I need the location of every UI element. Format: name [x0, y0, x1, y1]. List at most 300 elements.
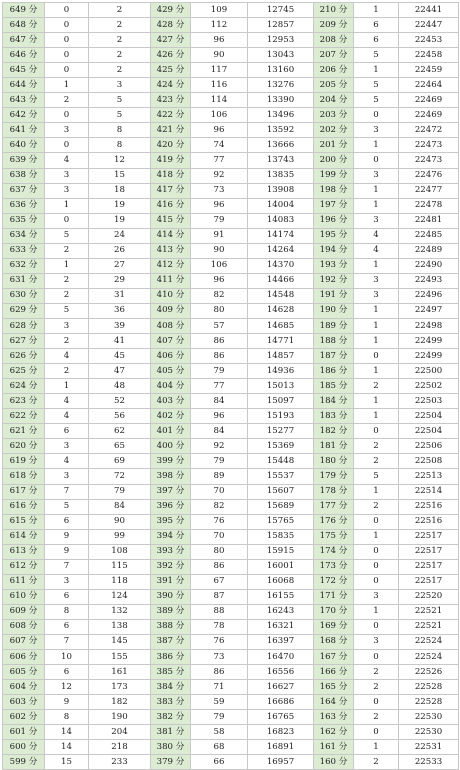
cumulative-cell: 22447 [399, 18, 459, 33]
score-unit: 分 [28, 741, 38, 752]
table-row [3, 303, 459, 318]
cumulative-cell: 31 [89, 288, 151, 303]
score-unit: 分 [338, 651, 348, 662]
count-cell: 70 [191, 529, 248, 544]
score-value: 603 [9, 696, 27, 707]
score-value: 380 [156, 741, 174, 752]
score-cell [314, 33, 354, 48]
count-cell: 0 [354, 559, 399, 574]
score-unit: 分 [338, 395, 348, 406]
score-cell [3, 63, 45, 78]
score-value: 413 [156, 245, 174, 256]
count-cell: 0 [354, 695, 399, 710]
score-value: 609 [9, 606, 27, 617]
count-cell: 4 [45, 153, 89, 168]
score-unit: 分 [28, 34, 38, 45]
cumulative-cell: 16001 [248, 559, 314, 574]
cumulative-cell: 13043 [248, 48, 314, 63]
cumulative-cell: 16556 [248, 665, 314, 680]
score-unit: 分 [338, 531, 348, 542]
score-cell [314, 604, 354, 619]
score-unit: 分 [175, 531, 185, 542]
score-cell [151, 424, 191, 439]
score-unit: 分 [175, 245, 185, 256]
score-unit: 分 [175, 756, 185, 767]
score-value: 400 [156, 440, 174, 451]
score-unit: 分 [28, 215, 38, 226]
score-value: 206 [319, 64, 337, 75]
cumulative-cell: 22526 [399, 665, 459, 680]
score-unit: 分 [175, 139, 185, 150]
score-unit: 分 [175, 185, 185, 196]
cumulative-cell: 27 [89, 258, 151, 273]
score-unit: 分 [338, 636, 348, 647]
score-unit: 分 [28, 275, 38, 286]
score-cell [151, 725, 191, 740]
cumulative-cell: 22473 [399, 138, 459, 153]
score-cell [151, 33, 191, 48]
score-value: 163 [319, 711, 337, 722]
score-unit: 分 [338, 696, 348, 707]
score-value: 391 [156, 576, 174, 587]
score-value: 424 [156, 79, 174, 90]
score-value: 625 [9, 365, 27, 376]
score-unit: 分 [338, 546, 348, 557]
score-value: 188 [319, 335, 337, 346]
table-row [3, 318, 459, 333]
count-cell: 116 [191, 78, 248, 93]
score-unit: 分 [28, 546, 38, 557]
cumulative-cell: 16686 [248, 695, 314, 710]
score-value: 612 [9, 561, 27, 572]
cumulative-cell: 22489 [399, 243, 459, 258]
count-cell: 2 [354, 439, 399, 454]
score-value: 419 [156, 154, 174, 165]
score-unit: 分 [175, 230, 185, 241]
score-unit: 分 [28, 94, 38, 105]
count-cell: 88 [191, 604, 248, 619]
score-value: 389 [156, 606, 174, 617]
cumulative-cell: 13160 [248, 63, 314, 78]
score-unit: 分 [28, 124, 38, 135]
cumulative-cell: 22508 [399, 454, 459, 469]
score-value: 643 [9, 94, 27, 105]
score-unit: 分 [338, 486, 348, 497]
cumulative-cell: 2 [89, 18, 151, 33]
score-cell [3, 589, 45, 604]
count-cell: 86 [191, 334, 248, 349]
cumulative-cell: 15835 [248, 529, 314, 544]
score-unit: 分 [338, 606, 348, 617]
table-row [3, 424, 459, 439]
score-cell [151, 409, 191, 424]
score-cell [151, 18, 191, 33]
score-value: 605 [9, 666, 27, 677]
score-value: 388 [156, 621, 174, 632]
count-cell: 0 [354, 619, 399, 634]
score-value: 415 [156, 215, 174, 226]
score-cell [314, 63, 354, 78]
count-cell: 57 [191, 318, 248, 333]
count-cell: 1 [354, 198, 399, 213]
score-cell [314, 198, 354, 213]
score-unit: 分 [175, 335, 185, 346]
cumulative-cell: 22469 [399, 108, 459, 123]
score-cell [151, 499, 191, 514]
score-unit: 分 [338, 455, 348, 466]
score-value: 170 [319, 606, 337, 617]
count-cell: 74 [191, 138, 248, 153]
score-cell [314, 168, 354, 183]
score-unit: 分 [175, 109, 185, 120]
score-unit: 分 [175, 305, 185, 316]
score-cell [151, 258, 191, 273]
cumulative-cell: 56 [89, 409, 151, 424]
cumulative-cell: 22441 [399, 3, 459, 18]
score-cell [314, 650, 354, 665]
score-value: 398 [156, 470, 174, 481]
score-cell [314, 138, 354, 153]
cumulative-cell: 16627 [248, 680, 314, 695]
count-cell: 0 [354, 650, 399, 665]
score-value: 633 [9, 245, 27, 256]
count-cell: 1 [45, 198, 89, 213]
score-cell [314, 740, 354, 755]
cumulative-cell: 22514 [399, 484, 459, 499]
count-cell: 3 [45, 183, 89, 198]
score-unit: 分 [338, 34, 348, 45]
score-value: 611 [9, 576, 27, 587]
score-unit: 分 [175, 576, 185, 587]
score-cell [3, 78, 45, 93]
score-cell [3, 153, 45, 168]
score-value: 624 [9, 380, 27, 391]
count-cell: 0 [354, 349, 399, 364]
table-body [3, 3, 459, 770]
score-cell [3, 725, 45, 740]
cumulative-cell: 15097 [248, 394, 314, 409]
score-value: 179 [319, 470, 337, 481]
cumulative-cell: 3 [89, 78, 151, 93]
cumulative-cell: 14936 [248, 364, 314, 379]
score-unit: 分 [175, 741, 185, 752]
score-cell [3, 409, 45, 424]
score-cell [3, 740, 45, 755]
score-cell [151, 108, 191, 123]
score-unit: 分 [338, 741, 348, 752]
score-cell [314, 183, 354, 198]
table-row [3, 650, 459, 665]
table-row [3, 755, 459, 770]
cumulative-cell: 13743 [248, 153, 314, 168]
count-cell: 0 [45, 48, 89, 63]
count-cell: 3 [45, 318, 89, 333]
score-unit: 分 [175, 425, 185, 436]
cumulative-cell: 13666 [248, 138, 314, 153]
score-unit: 分 [338, 290, 348, 301]
score-unit: 分 [338, 711, 348, 722]
score-cell [314, 725, 354, 740]
score-unit: 分 [28, 19, 38, 30]
cumulative-cell: 13908 [248, 183, 314, 198]
score-cell [3, 93, 45, 108]
score-unit: 分 [175, 64, 185, 75]
score-value: 648 [9, 19, 27, 30]
score-value: 636 [9, 200, 27, 211]
score-unit: 分 [175, 215, 185, 226]
count-cell: 1 [45, 379, 89, 394]
score-value: 639 [9, 154, 27, 165]
score-unit: 分 [175, 380, 185, 391]
count-cell: 6 [45, 424, 89, 439]
cumulative-cell: 18 [89, 183, 151, 198]
count-cell: 6 [45, 589, 89, 604]
score-unit: 分 [338, 681, 348, 692]
score-value: 618 [9, 470, 27, 481]
score-value: 173 [319, 561, 337, 572]
table-row [3, 469, 459, 484]
count-cell: 84 [191, 424, 248, 439]
count-cell: 14 [45, 740, 89, 755]
count-cell: 2 [354, 710, 399, 725]
cumulative-cell: 84 [89, 499, 151, 514]
score-value: 604 [9, 681, 27, 692]
score-value: 390 [156, 591, 174, 602]
cumulative-cell: 132 [89, 604, 151, 619]
count-cell: 90 [191, 243, 248, 258]
score-value: 629 [9, 305, 27, 316]
count-cell: 0 [45, 18, 89, 33]
cumulative-cell: 22497 [399, 303, 459, 318]
score-value: 420 [156, 139, 174, 150]
count-cell: 3 [45, 168, 89, 183]
count-cell: 73 [191, 650, 248, 665]
score-cell [314, 544, 354, 559]
count-cell: 6 [45, 514, 89, 529]
score-unit: 分 [28, 455, 38, 466]
score-cell [3, 108, 45, 123]
score-unit: 分 [338, 380, 348, 391]
count-cell: 1 [45, 78, 89, 93]
cumulative-cell: 16068 [248, 574, 314, 589]
count-cell: 3 [354, 123, 399, 138]
score-value: 427 [156, 34, 174, 45]
score-unit: 分 [338, 94, 348, 105]
score-value: 429 [156, 4, 174, 15]
table-row [3, 3, 459, 18]
score-cell [3, 183, 45, 198]
score-cell [314, 755, 354, 770]
cumulative-cell: 62 [89, 424, 151, 439]
score-cell [3, 48, 45, 63]
score-unit: 分 [338, 260, 348, 271]
score-cell [151, 198, 191, 213]
score-unit: 分 [28, 350, 38, 361]
count-cell: 5 [354, 93, 399, 108]
score-unit: 分 [28, 395, 38, 406]
score-unit: 分 [338, 19, 348, 30]
score-cell [3, 243, 45, 258]
score-unit: 分 [28, 170, 38, 181]
score-cell [314, 93, 354, 108]
score-value: 167 [319, 651, 337, 662]
count-cell: 68 [191, 740, 248, 755]
cumulative-cell: 26 [89, 243, 151, 258]
score-value: 632 [9, 260, 27, 271]
score-value: 172 [319, 576, 337, 587]
score-value: 404 [156, 380, 174, 391]
cumulative-cell: 8 [89, 123, 151, 138]
score-unit: 分 [175, 455, 185, 466]
count-cell: 0 [354, 725, 399, 740]
count-cell: 0 [45, 3, 89, 18]
count-cell: 96 [191, 33, 248, 48]
score-cell [3, 454, 45, 469]
score-value: 426 [156, 49, 174, 60]
score-cell [151, 680, 191, 695]
score-cell [3, 33, 45, 48]
score-unit: 分 [175, 516, 185, 527]
cumulative-cell: 138 [89, 619, 151, 634]
cumulative-cell: 22521 [399, 619, 459, 634]
count-cell: 1 [354, 258, 399, 273]
score-cell [151, 288, 191, 303]
cumulative-cell: 22477 [399, 183, 459, 198]
count-cell: 70 [191, 484, 248, 499]
table-row [3, 574, 459, 589]
count-cell: 96 [191, 123, 248, 138]
table-row [3, 63, 459, 78]
score-value: 161 [319, 741, 337, 752]
count-cell: 2 [354, 665, 399, 680]
count-cell: 109 [191, 3, 248, 18]
count-cell: 79 [191, 213, 248, 228]
cumulative-cell: 22458 [399, 48, 459, 63]
score-value: 202 [319, 124, 337, 135]
score-unit: 分 [338, 726, 348, 737]
count-cell: 76 [191, 514, 248, 529]
count-cell: 1 [354, 394, 399, 409]
cumulative-cell: 13592 [248, 123, 314, 138]
score-value: 192 [319, 275, 337, 286]
count-cell: 3 [45, 123, 89, 138]
score-unit: 分 [28, 154, 38, 165]
table-row [3, 559, 459, 574]
score-value: 185 [319, 380, 337, 391]
count-cell: 0 [354, 574, 399, 589]
score-unit: 分 [338, 200, 348, 211]
count-cell: 5 [45, 228, 89, 243]
score-value: 600 [9, 741, 27, 752]
cumulative-cell: 22530 [399, 725, 459, 740]
table-row [3, 48, 459, 63]
table-row [3, 93, 459, 108]
score-value: 166 [319, 666, 337, 677]
score-cell [314, 213, 354, 228]
score-cell [314, 349, 354, 364]
count-cell: 4 [45, 454, 89, 469]
score-value: 414 [156, 230, 174, 241]
count-cell: 86 [191, 665, 248, 680]
score-unit: 分 [175, 636, 185, 647]
table-row [3, 619, 459, 634]
count-cell: 0 [45, 63, 89, 78]
score-cell [314, 243, 354, 258]
cumulative-cell: 22516 [399, 514, 459, 529]
score-unit: 分 [28, 440, 38, 451]
count-cell: 9 [45, 695, 89, 710]
cumulative-cell: 39 [89, 318, 151, 333]
count-cell: 3 [354, 634, 399, 649]
count-cell: 79 [191, 454, 248, 469]
score-cell [151, 755, 191, 770]
score-unit: 分 [338, 320, 348, 331]
score-cell [314, 589, 354, 604]
cumulative-cell: 22531 [399, 740, 459, 755]
cumulative-cell: 108 [89, 544, 151, 559]
count-cell: 0 [45, 108, 89, 123]
count-cell: 77 [191, 153, 248, 168]
count-cell: 0 [354, 108, 399, 123]
score-value: 169 [319, 621, 337, 632]
score-cell [314, 499, 354, 514]
table-row [3, 18, 459, 33]
cumulative-cell: 2 [89, 48, 151, 63]
score-value: 200 [319, 154, 337, 165]
score-unit: 分 [338, 305, 348, 316]
score-value: 203 [319, 109, 337, 120]
cumulative-cell: 22517 [399, 574, 459, 589]
score-unit: 分 [28, 606, 38, 617]
cumulative-cell: 22469 [399, 93, 459, 108]
count-cell: 66 [191, 755, 248, 770]
count-cell: 3 [354, 273, 399, 288]
cumulative-cell: 22499 [399, 334, 459, 349]
score-cell [151, 349, 191, 364]
cumulative-cell: 118 [89, 574, 151, 589]
table-row [3, 695, 459, 710]
score-value: 382 [156, 711, 174, 722]
score-value: 162 [319, 726, 337, 737]
cumulative-cell: 22517 [399, 544, 459, 559]
score-cell [151, 153, 191, 168]
score-value: 386 [156, 651, 174, 662]
count-cell: 5 [354, 78, 399, 93]
score-value: 417 [156, 185, 174, 196]
cumulative-cell: 22524 [399, 650, 459, 665]
score-unit: 分 [175, 726, 185, 737]
score-cell [151, 484, 191, 499]
score-unit: 分 [175, 711, 185, 722]
count-cell: 4 [354, 228, 399, 243]
cumulative-cell: 29 [89, 273, 151, 288]
score-cell [314, 273, 354, 288]
table-row [3, 544, 459, 559]
count-cell: 2 [354, 379, 399, 394]
score-value: 184 [319, 395, 337, 406]
score-value: 644 [9, 79, 27, 90]
count-cell: 3 [354, 288, 399, 303]
score-cell [151, 183, 191, 198]
table-row [3, 710, 459, 725]
score-unit: 分 [175, 124, 185, 135]
count-cell: 82 [191, 499, 248, 514]
score-unit: 分 [175, 651, 185, 662]
score-value: 182 [319, 425, 337, 436]
score-cell [151, 138, 191, 153]
score-unit: 分 [175, 546, 185, 557]
score-cell [151, 695, 191, 710]
